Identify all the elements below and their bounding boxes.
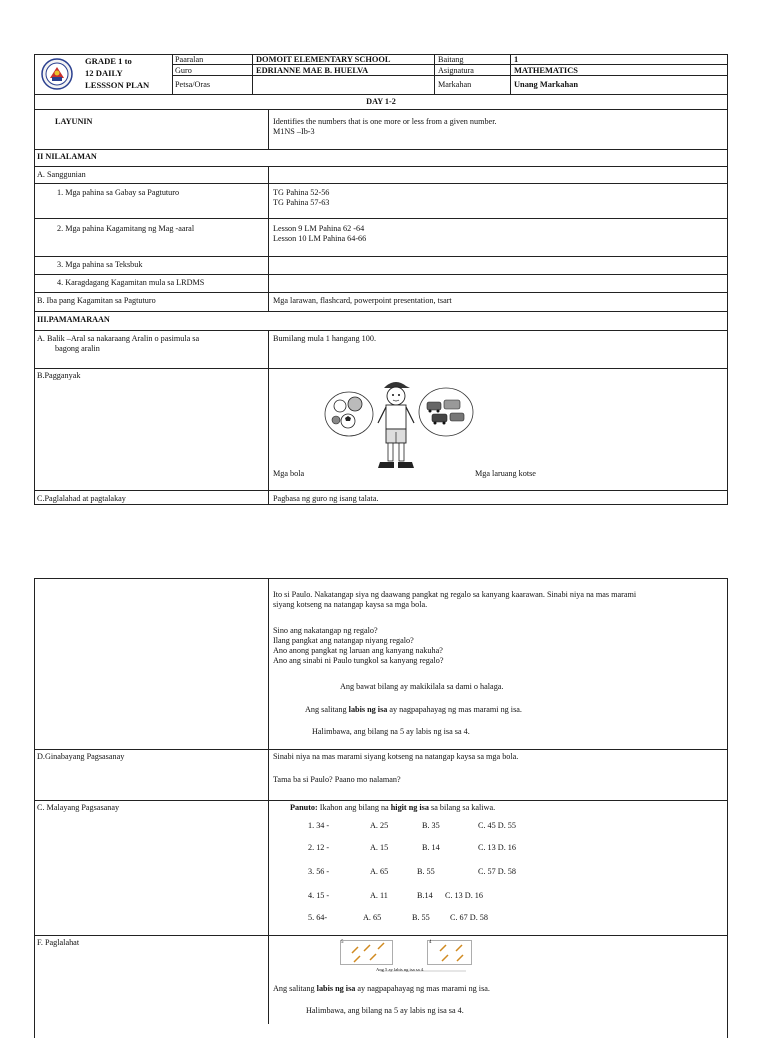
pagganyak-label: B.Pagganyak [37, 371, 81, 380]
malaya-label: C. Malayang Pagsasanay [37, 803, 120, 812]
exercise-5-a: A. 65 [363, 913, 382, 922]
question-3: Ano anong pangkat ng laruan ang kanyang nakuha? [273, 646, 443, 655]
concept-2-bold: labis ng isa [348, 705, 388, 714]
field-label-markahan: Markahan [438, 80, 472, 89]
figure-num-right: 4 [429, 940, 432, 945]
paglalahat-line [273, 984, 490, 994]
exercise-1-cd: C. 45 D. 55 [478, 821, 516, 830]
exercise-4-b: B.14 [417, 891, 433, 900]
field-value-school: DOMOIT ELEMENTARY SCHOOL [256, 55, 391, 64]
balik-aral-value: Bumilang mula 1 hangang 100. [273, 334, 377, 343]
field-label-petsa: Petsa/Oras [175, 80, 211, 89]
sanggunian-label: A. Sanggunian [37, 170, 86, 179]
field-label-guro: Guro [175, 66, 192, 75]
exercise-5-cd: C. 67 D. 58 [450, 913, 488, 922]
iba-pang-kagamitan-value: Mga larawan, flashcard, powerpoint presentation, tsart [273, 296, 452, 305]
iba-pang-kagamitan-label: B. Iba pang Kagamitan sa Pagtuturo [37, 296, 156, 305]
boy-with-toys-illustration [322, 376, 476, 476]
exercise-1-question: 1. 34 - [308, 821, 330, 830]
panuto-pre: Ikahon ang bilang na [317, 803, 391, 812]
concept-3: Halimbawa, ang bilang na 5 ay labis ng isa sa 4. [312, 727, 470, 736]
field-label-baitang: Baitang [438, 55, 464, 64]
field-value-grade: 1 [514, 55, 519, 64]
sanggunian-value-2b: Lesson 10 LM Pahina 64-66 [273, 234, 367, 243]
nilalaman-label: II NILALAMAN [37, 152, 97, 161]
exercise-4-a: A. 11 [370, 891, 388, 900]
exercise-3-question: 3. 56 - [308, 867, 330, 876]
panuto-bold: higit ng isa [390, 803, 429, 812]
exercise-2-b: B. 14 [422, 843, 440, 852]
question-1: Sino ang nakatangap ng regalo? [273, 626, 378, 635]
sanggunian-item-2: 2. Mga pahina Kagamitang ng Mag -aaral [57, 224, 195, 233]
exercise-3-b: B. 55 [417, 867, 435, 876]
story-line-1: Ito si Paulo. Nakatangap siya ng daawang pangkat ng regalo sa kanyang kaarawan. Sinabi niya na mas marami [273, 590, 637, 599]
balik-aral-label-1: A. Balik –Aral sa nakaraang Aralin o pasimula sa [37, 334, 200, 343]
ginabayang-label: D.Ginabayang Pagsasanay [37, 752, 125, 761]
paglalahad-value: Pagbasa ng guro ng isang talata. [273, 494, 379, 503]
exercise-2-cd: C. 13 D. 16 [478, 843, 516, 852]
plan-title-line-3: LESSSON PLAN [85, 80, 150, 90]
ginabayang-line-1: Sinabi niya na mas marami siyang kotseng na natangap kaysa sa mga bola. [273, 752, 519, 761]
sanggunian-item-3: 3. Mga pahina sa Teksbuk [57, 260, 143, 269]
panuto-post: sa bilang sa kaliwa. [428, 803, 496, 812]
ginabayang-line-2: Tama ba si Paulo? Paano mo nalaman? [273, 775, 401, 784]
day-label: DAY 1-2 [366, 97, 396, 106]
concept-2-pre: Ang salitang [305, 705, 349, 714]
paglalahat-example: Halimbawa, ang bilang na 5 ay labis ng isa sa 4. [306, 1006, 464, 1015]
field-value-quarter: Unang Markahan [514, 80, 578, 89]
story-line-2: siyang kotseng na natangap kaysa sa mga bola. [273, 600, 428, 609]
exercise-5-b: B. 55 [412, 913, 430, 922]
question-2: Ilang pangkat ang natangap niyang regalo? [273, 636, 414, 645]
exercise-5-question: 5. 64- [308, 913, 328, 922]
concept-1: Ang bawat bilang ay makikilala sa dami o halaga. [340, 682, 504, 691]
plan-title-line-2: 12 DAILY [85, 68, 123, 78]
sanggunian-value-1b: TG Pahina 57-63 [273, 198, 330, 207]
field-value-subject: MATHEMATICS [514, 66, 578, 75]
paglalahad-label: C.Paglalahad at pagtalakay [37, 494, 126, 503]
exercise-2-question: 2. 12 - [308, 843, 330, 852]
concept-2 [305, 705, 522, 715]
sanggunian-item-1: 1. Mga pahina sa Gabay sa Pagtuturo [57, 188, 180, 197]
figure-num-left: 5 [341, 940, 344, 945]
deped-seal-icon [41, 58, 73, 90]
plan-title-line-1: GRADE 1 to [85, 56, 132, 66]
paglalahat-pre: Ang salitang [273, 984, 317, 993]
field-label-paaralan: Paaralan [175, 55, 204, 64]
exercise-1-a: A. 25 [370, 821, 389, 830]
panuto-line [290, 803, 495, 813]
exercise-3-a: A. 65 [370, 867, 389, 876]
question-4: Ano ang sinabi ni Paulo tungkol sa kanyang regalo? [273, 656, 444, 665]
exercise-4-cd: C. 13 D. 16 [445, 891, 483, 900]
caption-mga-laruang-kotse: Mga laruang kotse [475, 469, 536, 478]
layunin-label: LAYUNIN [55, 117, 93, 126]
layunin-line-2: M1NS –Ib-3 [273, 127, 315, 136]
exercise-3-cd: C. 57 D. 58 [478, 867, 516, 876]
figure-caption: Ang 5 ay labis ng isa sa 4. [376, 967, 425, 972]
panuto-label: Panuto: [290, 803, 318, 812]
paglalahat-label: F. Paglalahat [37, 938, 80, 947]
sanggunian-item-4: 4. Karagdagang Kagamitan mula sa LRDMS [57, 278, 205, 287]
pamamaraan-label: III.PAMAMARAAN [37, 315, 110, 324]
balik-aral-label-2: bagong aralin [55, 344, 100, 353]
field-label-asignatura: Asignatura [438, 66, 474, 75]
caption-mga-bola: Mga bola [273, 469, 305, 478]
sanggunian-value-2a: Lesson 9 LM Pahina 62 -64 [273, 224, 365, 233]
layunin-line-1: Identifies the numbers that is one more or less from a given number. [273, 117, 497, 126]
exercise-2-a: A. 15 [370, 843, 389, 852]
exercise-1-b: B. 35 [422, 821, 440, 830]
paglalahat-post: ay nagpapahayag ng mas marami ng isa. [355, 984, 490, 993]
exercise-4-question: 4. 15 - [308, 891, 330, 900]
paglalahat-bold: labis ng isa [316, 984, 356, 993]
sanggunian-value-1a: TG Pahina 52-56 [273, 188, 330, 197]
field-value-teacher: EDRIANNE MAE B. HUELVA [256, 66, 369, 75]
concept-2-post: ay nagpapahayag ng mas marami ng isa. [387, 705, 522, 714]
